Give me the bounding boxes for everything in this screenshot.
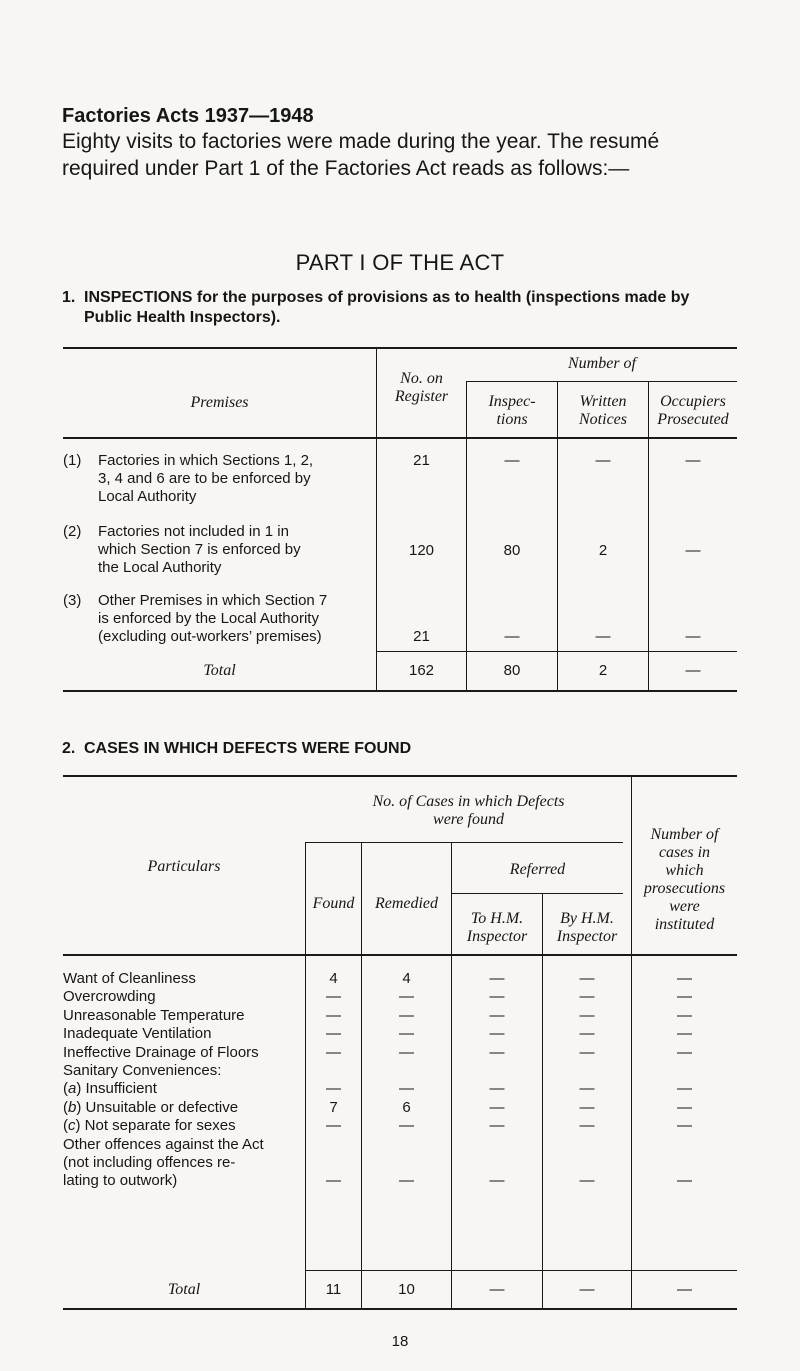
header-prosecutions-line: which (665, 862, 704, 879)
table2-subheader-rule (306, 842, 623, 843)
table-cell-to-hm: — (489, 1117, 505, 1135)
table-row-label: Sanitary Conveniences: (63, 1062, 222, 1079)
header-found: Found (312, 895, 355, 912)
section2-title: CASES IN WHICH DEFECTS WERE FOUND (84, 740, 412, 757)
row-line: is enforced by the Local Authority (98, 610, 319, 627)
row-occupiers: — (685, 628, 701, 645)
total-remedied: 10 (398, 1281, 415, 1298)
table-cell-by-hm: — (579, 1172, 595, 1190)
table2-total-rule (306, 1270, 737, 1271)
table-cell-found: — (326, 1117, 341, 1135)
table-cell-remedied: — (399, 1172, 414, 1190)
table2-referred-rule (452, 893, 623, 894)
row-line: Local Authority (98, 488, 197, 505)
table-row-num: (3) (63, 592, 82, 609)
header-remedied: Remedied (374, 895, 439, 912)
table-cell-prosecutions: — (677, 1080, 692, 1098)
table-cell-by-hm: — (579, 1117, 595, 1135)
section1-title-line2: Public Health Inspectors). (84, 309, 281, 326)
header-occupiers-line1: Occupiers (660, 393, 726, 410)
table-cell-to-hm: — (489, 1098, 505, 1116)
table-cell-remedied: 6 (402, 1098, 411, 1116)
table2-top-rule (63, 775, 737, 777)
table-cell-found: — (326, 1025, 341, 1043)
row-notices: — (595, 628, 611, 645)
total-label: Total (203, 662, 236, 679)
row-line: the Local Authority (98, 559, 222, 576)
table-cell-found: 4 (329, 970, 338, 987)
header-prosecutions-line: cases in (658, 844, 711, 861)
total-found: 11 (325, 1281, 342, 1298)
row-inspections: — (504, 452, 520, 469)
table-row-label: (not including offences re- (63, 1154, 236, 1171)
header-cases-line1: No. of Cases in which Defects (372, 793, 565, 810)
row-occupiers: — (685, 452, 701, 469)
table-cell-by-hm: — (579, 1043, 595, 1061)
header-by-hm-inspector (543, 910, 631, 946)
header-register-line1: No. on (400, 370, 443, 387)
header-notices-line2: Notices (579, 411, 627, 428)
table-row-label: Ineffective Drainage of Floors (63, 1043, 259, 1061)
header-particulars: Particulars (147, 858, 221, 875)
section2-number: 2. (62, 740, 76, 757)
header-to-hm-line2: Inspector (466, 928, 528, 945)
table-cell-found: — (326, 1006, 341, 1024)
table-cell-prosecutions: — (677, 1117, 692, 1135)
row-notices: 2 (598, 542, 608, 559)
section1-title-line1: INSPECTIONS for the purposes of provisions as to health (inspections made by (84, 289, 690, 306)
table-cell-to-hm: — (489, 1172, 505, 1190)
table-cell-to-hm: — (489, 1025, 505, 1043)
header-to-hm-inspector (452, 910, 542, 946)
table-cell-found: — (326, 1043, 341, 1061)
row-occupiers: — (685, 542, 701, 559)
table-cell-prosecutions: — (677, 1098, 692, 1116)
total-notices: 2 (598, 662, 608, 679)
table-cell-by-hm: — (579, 970, 595, 987)
table-row-num: (2) (63, 523, 82, 540)
header-by-hm-line1: By H.M. (560, 910, 614, 927)
section1-heading (62, 288, 752, 328)
table-row-label: lating to outwork) (63, 1172, 178, 1190)
section2-heading (62, 739, 752, 759)
row-line: 3, 4 and 6 are to be enforced by (98, 470, 311, 487)
header-prosecutions-line: were (669, 898, 700, 915)
table-cell-remedied: — (399, 1117, 414, 1135)
table-row-label: Inadequate Ventilation (63, 1025, 212, 1043)
part-title: PART I OF THE ACT (295, 250, 505, 275)
table1-header-rule (63, 437, 737, 439)
table1-subheader-rule (467, 381, 737, 382)
intro-paragraph: Eighty visits to factories were made during the year. The resumé required under Part 1 of the Factories Act reads as follows:— (62, 130, 660, 180)
table-cell-to-hm: — (489, 1006, 505, 1024)
table2-header-rule (63, 954, 737, 956)
total-by-hm: — (579, 1281, 595, 1298)
table-row-label (98, 452, 370, 506)
total-register: 162 (408, 662, 435, 679)
table-row-label: Want of Cleanliness (63, 970, 196, 987)
header-prosecutions-line: instituted (654, 916, 715, 933)
row-inspections: — (504, 628, 520, 645)
table-cell-by-hm: — (579, 1098, 595, 1116)
header-premises: Premises (190, 394, 249, 411)
table-row-label: (c) Not separate for sexes (63, 1117, 236, 1135)
table-cell-to-hm: — (489, 1043, 505, 1061)
table-row-label (98, 523, 370, 577)
header-to-hm-line1: To H.M. (470, 910, 524, 927)
table-row-label (98, 592, 373, 646)
table-cell-by-hm: — (579, 1006, 595, 1024)
table-row-label: (a) Insufficient (63, 1080, 157, 1098)
total-to-hm: — (489, 1281, 505, 1298)
table-cell-by-hm: — (579, 988, 595, 1006)
table-cell-prosecutions: — (677, 1172, 692, 1190)
table-row-label: Overcrowding (63, 988, 156, 1006)
table-cell-prosecutions: — (677, 988, 692, 1006)
table-cell-found: — (326, 1172, 341, 1190)
row-line: Factories in which Sections 1, 2, (98, 452, 314, 469)
header-cases-found (306, 793, 631, 829)
table-cell-prosecutions: — (677, 970, 692, 987)
page-heading: Factories Acts 1937—1948 (62, 105, 314, 127)
table-cell-by-hm: — (579, 1025, 595, 1043)
table2-bottom-rule (63, 1308, 737, 1310)
header-inspections (467, 393, 557, 429)
total-inspections: 80 (503, 662, 521, 679)
row-register: 21 (413, 628, 430, 645)
total-prosecutions: — (677, 1281, 692, 1298)
total-occupiers: — (685, 662, 701, 679)
table-cell-prosecutions: — (677, 1043, 692, 1061)
section1-number: 1. (62, 289, 76, 306)
row-line: Factories not included in 1 in (98, 523, 289, 540)
header-inspections-line2: tions (496, 411, 528, 428)
total-label: Total (167, 1281, 201, 1298)
header-occupiers-prosecuted (649, 393, 737, 429)
table-cell-remedied: 4 (402, 970, 411, 987)
header-notices-line1: Written (579, 393, 627, 410)
header-referred: Referred (509, 861, 566, 878)
table-cell-remedied: — (399, 1043, 414, 1061)
table-cell-found: — (326, 988, 341, 1006)
table-row-label: Other offences against the Act (63, 1135, 264, 1153)
table-cell-remedied: — (399, 1006, 414, 1024)
page-number: 18 (391, 1333, 409, 1350)
table1-top-rule (63, 347, 737, 349)
header-inspections-line1: Inspec- (488, 393, 536, 410)
row-inspections: 80 (503, 542, 521, 559)
header-prosecutions-line: Number of (650, 826, 719, 843)
header-number-of: Number of (568, 355, 636, 372)
table-cell-found: 7 (329, 1098, 338, 1116)
table-cell-prosecutions: — (677, 1025, 692, 1043)
header-cases-line2: were found (433, 811, 504, 828)
table-row-num: (1) (63, 452, 82, 469)
table-row-label: (b) Unsuitable or defective (63, 1098, 239, 1116)
table-cell-to-hm: — (489, 970, 505, 987)
row-line: Other Premises in which Section 7 (98, 592, 328, 609)
row-line: which Section 7 is enforced by (98, 541, 301, 558)
header-written-notices (558, 393, 648, 429)
header-register (377, 370, 466, 406)
table-cell-prosecutions: — (677, 1006, 692, 1024)
table-cell-to-hm: — (489, 988, 505, 1006)
header-prosecutions-line: prosecutions (643, 880, 726, 897)
header-occupiers-line2: Prosecuted (657, 411, 729, 428)
table-row-label: Unreasonable Temperature (63, 1006, 245, 1024)
table-cell-remedied: — (399, 988, 414, 1006)
table1-bottom-rule (63, 690, 737, 692)
row-notices: — (595, 452, 611, 469)
table-cell-to-hm: — (489, 1080, 505, 1098)
row-line: (excluding out-workers’ premises) (98, 628, 322, 645)
row-register: 21 (413, 452, 430, 469)
header-register-line2: Register (394, 388, 449, 405)
header-by-hm-line2: Inspector (556, 928, 618, 945)
row-register: 120 (408, 542, 435, 559)
table-cell-remedied: — (399, 1080, 414, 1098)
header-prosecutions (632, 826, 737, 934)
table-cell-found: — (326, 1080, 341, 1098)
table-cell-remedied: — (399, 1025, 414, 1043)
table-cell-by-hm: — (579, 1080, 595, 1098)
